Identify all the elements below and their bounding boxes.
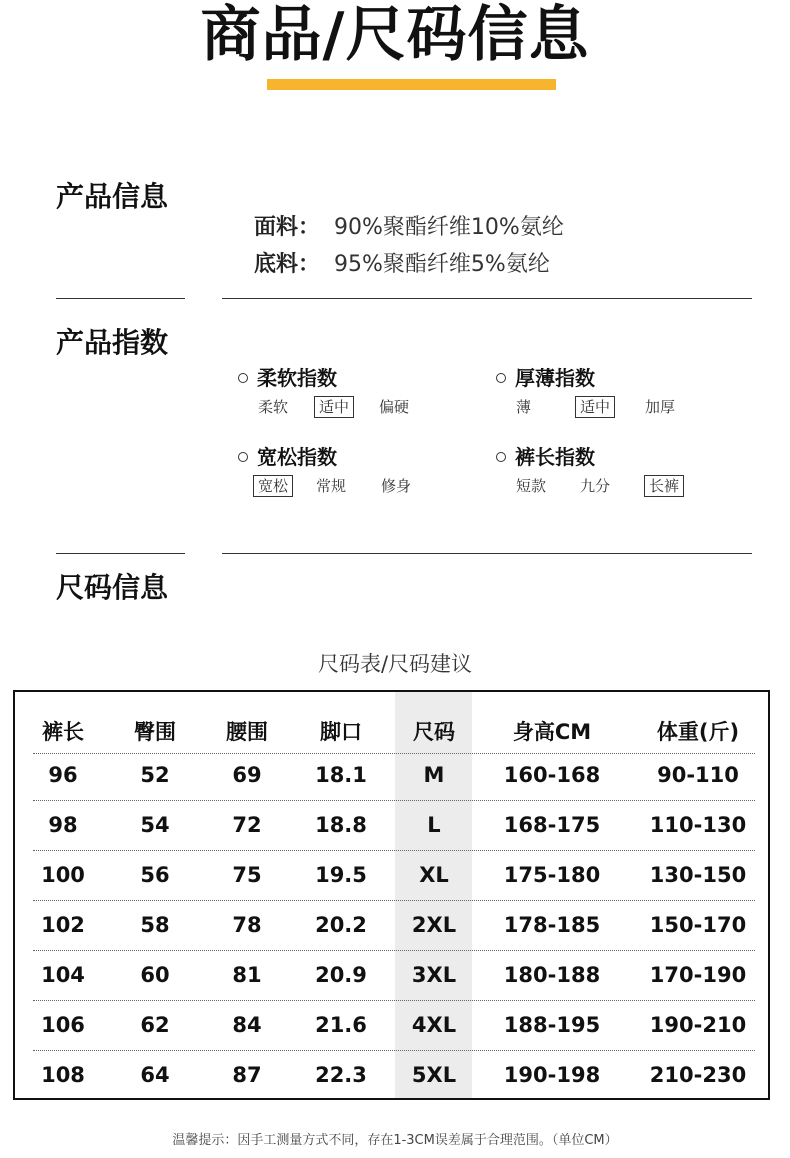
- cell-waist: 75: [232, 863, 262, 887]
- cell-hip: 52: [140, 763, 170, 787]
- divider-right: [222, 553, 752, 554]
- cell-hem: 18.1: [315, 763, 367, 787]
- cell-size: 5XL: [411, 1063, 457, 1087]
- cell-waist: 84: [232, 1013, 262, 1037]
- cell-hip: 62: [140, 1013, 170, 1037]
- row-separator: [33, 950, 755, 951]
- cell-inseam: 98: [48, 813, 78, 837]
- size-table: [13, 690, 770, 1100]
- cell-size: 3XL: [411, 963, 457, 987]
- cell-weight: 110-130: [649, 813, 747, 837]
- softness-option: 偏硬: [379, 398, 410, 416]
- cell-waist: 69: [232, 763, 262, 787]
- cell-waist: 81: [232, 963, 262, 987]
- cell-hem: 19.5: [315, 863, 367, 887]
- softness-option: 柔软: [258, 398, 289, 416]
- cell-weight: 190-210: [649, 1013, 747, 1037]
- cell-weight: 150-170: [649, 913, 747, 937]
- cell-size: 2XL: [411, 913, 457, 937]
- length-option: 短款: [516, 477, 547, 495]
- cell-hip: 56: [140, 863, 170, 887]
- cell-waist: 87: [232, 1063, 262, 1087]
- cell-hip: 64: [140, 1063, 170, 1087]
- cell-size: L: [427, 813, 441, 837]
- cell-waist: 78: [232, 913, 262, 937]
- cell-hip: 58: [140, 913, 170, 937]
- size-info-heading: 尺码信息: [56, 571, 169, 604]
- cell-waist: 72: [232, 813, 262, 837]
- header-size: 尺码: [413, 720, 455, 744]
- circle-bullet-icon: [238, 452, 248, 462]
- row-separator: [33, 1000, 755, 1001]
- length-option-selected: 长裤: [644, 475, 684, 497]
- cell-inseam: 108: [41, 1063, 85, 1087]
- divider-left: [56, 553, 185, 554]
- thickness-index-title: 厚薄指数: [496, 366, 595, 390]
- lining-label: 底料：: [254, 252, 321, 277]
- row-separator: [33, 800, 755, 801]
- cell-size: M: [423, 763, 445, 787]
- header-waist: 腰围: [226, 720, 268, 744]
- cell-hem: 20.9: [315, 963, 367, 987]
- cell-height: 178-185: [503, 913, 601, 937]
- looseness-option-selected: 宽松: [253, 475, 293, 497]
- cell-hip: 54: [140, 813, 170, 837]
- header-hem: 脚口: [320, 720, 362, 744]
- circle-bullet-icon: [238, 373, 248, 383]
- fabric-value: 90%聚酯纤维10%氨纶: [334, 215, 564, 240]
- row-separator: [33, 900, 755, 901]
- cell-hem: 21.6: [315, 1013, 367, 1037]
- looseness-index-title: 宽松指数: [238, 445, 337, 469]
- cell-size: 4XL: [411, 1013, 457, 1037]
- cell-hem: 18.8: [315, 813, 367, 837]
- cell-hem: 22.3: [315, 1063, 367, 1087]
- thickness-option-selected: 适中: [575, 396, 615, 418]
- fabric-row: [254, 214, 564, 242]
- fabric-label: 面料：: [254, 215, 321, 240]
- lining-value: 95%聚酯纤维5%氨纶: [334, 252, 550, 277]
- divider-left: [56, 298, 185, 299]
- cell-weight: 130-150: [649, 863, 747, 887]
- title-underline: [267, 79, 556, 90]
- cell-height: 168-175: [503, 813, 601, 837]
- cell-height: 180-188: [503, 963, 601, 987]
- page-title: 商品/尺码信息: [200, 0, 590, 70]
- softness-option-selected: 适中: [314, 396, 354, 418]
- cell-inseam: 102: [41, 913, 85, 937]
- cell-inseam: 96: [48, 763, 78, 787]
- measurement-footnote: 温馨提示：因手工测量方式不同，存在1-3CM误差属于合理范围。（单位CM）: [172, 1133, 618, 1148]
- row-separator: [33, 1050, 755, 1051]
- cell-hem: 20.2: [315, 913, 367, 937]
- cell-height: 160-168: [503, 763, 601, 787]
- length-index-title: 裤长指数: [496, 445, 595, 469]
- thickness-option: 薄: [516, 398, 532, 416]
- thickness-option: 加厚: [645, 398, 676, 416]
- size-chart-subtitle: 尺码表/尺码建议: [317, 652, 473, 676]
- looseness-option: 常规: [316, 477, 347, 495]
- cell-weight: 170-190: [649, 963, 747, 987]
- length-option: 九分: [580, 477, 611, 495]
- cell-inseam: 104: [41, 963, 85, 987]
- softness-index-title: 柔软指数: [238, 366, 337, 390]
- row-separator: [33, 753, 755, 754]
- cell-inseam: 100: [41, 863, 85, 887]
- header-weight: 体重(斤): [656, 720, 740, 744]
- cell-height: 188-195: [503, 1013, 601, 1037]
- product-index-heading: 产品指数: [56, 326, 169, 359]
- lining-row: [254, 251, 550, 279]
- divider-right: [222, 298, 752, 299]
- cell-inseam: 106: [41, 1013, 85, 1037]
- row-separator: [33, 850, 755, 851]
- header-height: 身高CM: [512, 720, 592, 744]
- cell-weight: 90-110: [657, 763, 739, 787]
- cell-hip: 60: [140, 963, 170, 987]
- cell-size: XL: [419, 863, 449, 887]
- circle-bullet-icon: [496, 373, 506, 383]
- cell-height: 175-180: [503, 863, 601, 887]
- cell-height: 190-198: [503, 1063, 601, 1087]
- header-hip: 臀围: [134, 720, 176, 744]
- looseness-option: 修身: [381, 477, 412, 495]
- circle-bullet-icon: [496, 452, 506, 462]
- product-info-heading: 产品信息: [56, 180, 169, 213]
- cell-weight: 210-230: [649, 1063, 747, 1087]
- header-inseam: 裤长: [42, 720, 84, 744]
